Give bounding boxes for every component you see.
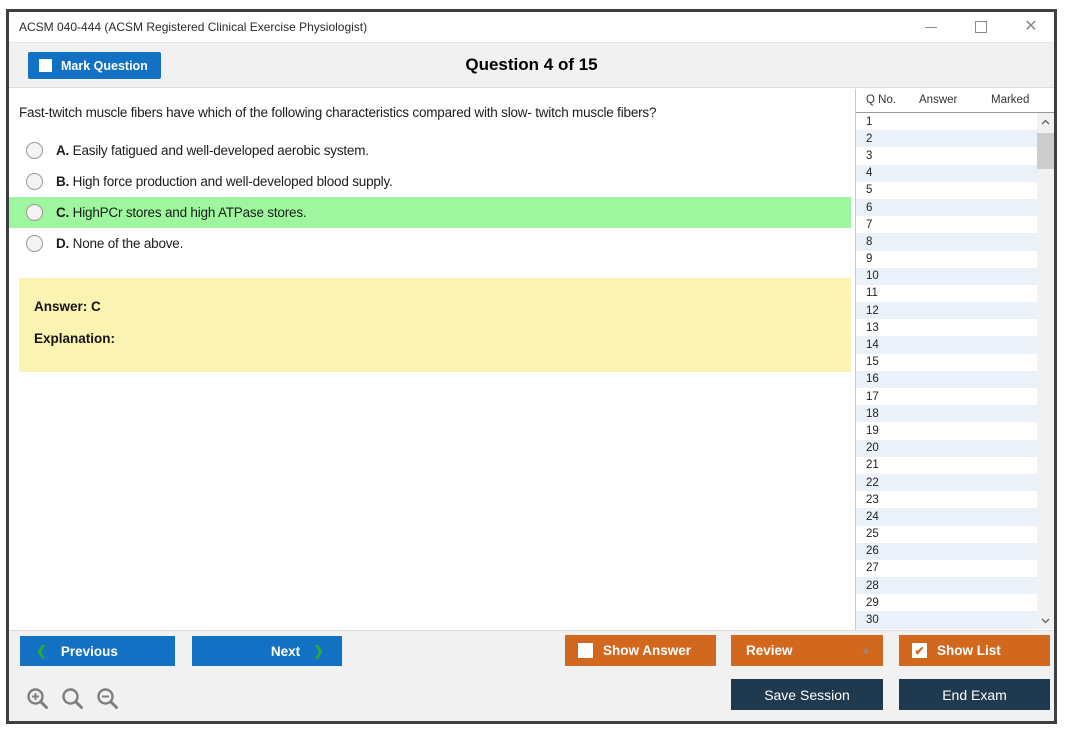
mark-question-button[interactable] bbox=[28, 52, 161, 79]
title-bar bbox=[9, 12, 1054, 42]
options-list bbox=[9, 135, 841, 259]
option-text: None of the above. bbox=[72, 236, 184, 251]
option-text: High force production and well-developed blood supply. bbox=[72, 174, 393, 189]
zoom-in-icon[interactable] bbox=[25, 686, 51, 712]
question-list-row[interactable]: 17 bbox=[866, 390, 879, 403]
zoom-reset-icon[interactable] bbox=[60, 686, 86, 712]
question-list-row[interactable]: 27 bbox=[866, 562, 879, 575]
question-list-row[interactable]: 12 bbox=[856, 302, 1037, 319]
question-list-row[interactable]: 24 bbox=[856, 508, 1037, 525]
question-list-row[interactable]: 3 bbox=[866, 149, 873, 162]
option-letter: C. bbox=[56, 205, 70, 220]
question-list-row[interactable]: 9 bbox=[866, 253, 873, 266]
radio-icon[interactable] bbox=[26, 142, 43, 159]
question-list-row[interactable]: 10 bbox=[856, 268, 1037, 285]
question-list-row[interactable]: 25 bbox=[866, 528, 879, 541]
option-text: HighPCr stores and high ATPase stores. bbox=[72, 205, 307, 220]
question-list-row[interactable]: 16 bbox=[856, 371, 1037, 388]
question-list-row[interactable]: 6 bbox=[856, 199, 1037, 216]
dropdown-arrow-icon: ▲ bbox=[861, 645, 871, 656]
save-session-label: Save Session bbox=[764, 686, 850, 703]
option-a[interactable] bbox=[9, 135, 851, 166]
question-text: Fast-twitch muscle fibers have which of the following characteristics compared with slow- twitch muscle fibers? bbox=[19, 105, 657, 120]
question-list-row[interactable]: 22 bbox=[856, 474, 1037, 491]
maximize-icon[interactable] bbox=[970, 16, 992, 38]
show-list-label: Show List bbox=[937, 643, 1001, 658]
question-list-row[interactable]: 19 bbox=[866, 424, 879, 437]
mark-question-label: Mark Question bbox=[61, 58, 148, 73]
option-letter: B. bbox=[56, 174, 70, 189]
radio-icon[interactable] bbox=[26, 235, 43, 252]
question-list-row[interactable]: 18 bbox=[856, 405, 1037, 422]
next-label: Next bbox=[270, 643, 301, 659]
question-list-row[interactable]: 15 bbox=[866, 356, 879, 369]
question-list-panel bbox=[855, 89, 1054, 630]
chevron-right-icon: ❯ bbox=[313, 643, 324, 658]
save-session-button[interactable] bbox=[731, 679, 883, 710]
option-text: Easily fatigued and well-developed aerobic system. bbox=[72, 143, 369, 158]
question-list-row[interactable]: 29 bbox=[866, 596, 879, 609]
chevron-left-icon: ❮ bbox=[36, 643, 47, 658]
column-qno: Q No. bbox=[866, 94, 897, 106]
question-list-row[interactable]: 28 bbox=[856, 577, 1037, 594]
close-icon[interactable]: ✕ bbox=[1024, 18, 1038, 35]
question-list-row[interactable]: 21 bbox=[866, 459, 879, 472]
footer-bar bbox=[9, 630, 1054, 721]
explanation-label: Explanation: bbox=[34, 331, 116, 346]
answer-label: Answer: C bbox=[34, 299, 101, 314]
option-b[interactable] bbox=[9, 166, 851, 197]
radio-icon[interactable] bbox=[26, 204, 43, 221]
question-list-row[interactable]: 8 bbox=[856, 233, 1037, 250]
question-list-body bbox=[856, 113, 1037, 629]
option-d[interactable] bbox=[9, 228, 851, 259]
question-list-row[interactable]: 4 bbox=[856, 165, 1037, 182]
main-content bbox=[9, 89, 1054, 630]
exam-window bbox=[6, 9, 1057, 724]
question-list-row[interactable]: 23 bbox=[866, 493, 879, 506]
show-answer-label: Show Answer bbox=[603, 643, 692, 658]
zoom-controls bbox=[25, 686, 121, 712]
radio-icon[interactable] bbox=[26, 173, 43, 190]
previous-button[interactable] bbox=[20, 636, 175, 666]
previous-label: Previous bbox=[60, 643, 118, 659]
show-answer-button[interactable] bbox=[565, 635, 716, 666]
review-button[interactable] bbox=[731, 635, 883, 666]
question-list-row[interactable]: 2 bbox=[856, 130, 1037, 147]
review-label: Review bbox=[746, 643, 793, 658]
question-counter: Question 4 of 15 bbox=[465, 55, 598, 74]
scrollbar-thumb[interactable] bbox=[1037, 133, 1054, 169]
window-title: ACSM 040-444 (ACSM Registered Clinical Exercise Physiologist) bbox=[19, 20, 368, 34]
question-list-row[interactable]: 30 bbox=[856, 611, 1037, 628]
question-list-row[interactable]: 1 bbox=[866, 115, 873, 128]
question-list-row[interactable]: 11 bbox=[866, 287, 878, 300]
question-area bbox=[9, 89, 855, 630]
end-exam-label: End Exam bbox=[942, 686, 1007, 703]
question-list-row[interactable]: 14 bbox=[856, 336, 1037, 353]
column-answer: Answer bbox=[919, 94, 958, 106]
minimize-icon[interactable] bbox=[920, 16, 942, 38]
question-list-row[interactable]: 26 bbox=[856, 543, 1037, 560]
question-list-row[interactable]: 7 bbox=[866, 218, 873, 231]
option-c[interactable] bbox=[9, 197, 851, 228]
end-exam-button[interactable] bbox=[899, 679, 1050, 710]
show-list-checkbox[interactable]: ✔ bbox=[912, 643, 927, 658]
question-list-row[interactable]: 5 bbox=[866, 184, 873, 197]
zoom-out-icon[interactable] bbox=[95, 686, 121, 712]
window-controls bbox=[920, 12, 1042, 42]
header-bar bbox=[9, 42, 1054, 88]
column-marked: Marked bbox=[991, 94, 1030, 106]
show-list-button[interactable] bbox=[899, 635, 1050, 666]
next-button[interactable] bbox=[192, 636, 342, 666]
mark-question-checkbox[interactable] bbox=[39, 59, 52, 72]
question-list-scrollbar[interactable] bbox=[1037, 113, 1054, 629]
show-answer-checkbox[interactable] bbox=[578, 643, 593, 658]
option-letter: A. bbox=[56, 143, 70, 158]
question-list-header bbox=[856, 89, 1054, 113]
scroll-up-icon[interactable] bbox=[1037, 113, 1054, 130]
scroll-down-icon[interactable] bbox=[1037, 612, 1054, 629]
question-list-row[interactable]: 13 bbox=[866, 321, 879, 334]
answer-box bbox=[19, 278, 851, 372]
question-list-row[interactable]: 20 bbox=[856, 440, 1037, 457]
option-letter: D. bbox=[56, 236, 70, 251]
